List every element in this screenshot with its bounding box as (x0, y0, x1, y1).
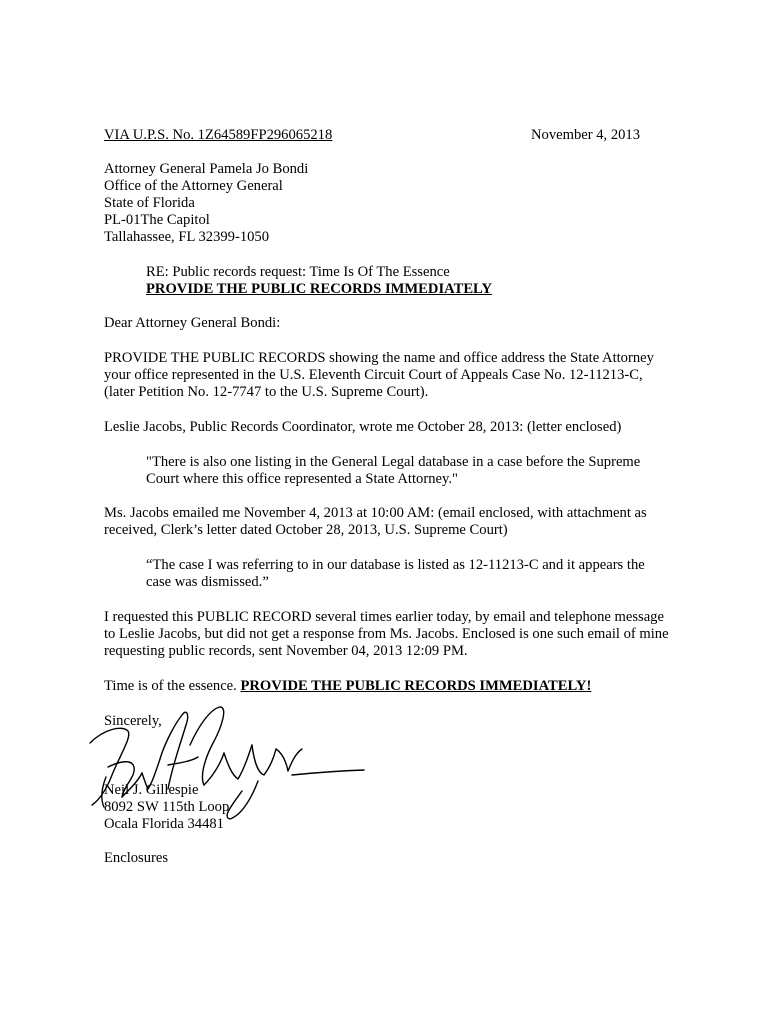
paragraph-line: requesting public records, sent November 04, 2013 12:09 PM. (104, 643, 468, 659)
re-line: RE: Public records request: Time Is Of The Essence (146, 264, 450, 280)
recipient-line: PL-01The Capitol (104, 212, 210, 228)
letter-date: November 4, 2013 (531, 127, 641, 143)
quote-line: “The case I was referring to in our database is listed as 12-11213-C and it appears the (146, 557, 645, 573)
paragraph-line: received, Clerk’s letter dated October 28, 2013, U.S. Supreme Court) (104, 522, 508, 538)
closing-line (104, 678, 591, 695)
sender-city: Ocala Florida 34481 (104, 816, 224, 832)
paragraph-line: I requested this PUBLIC RECORD several times earlier today, by email and telephone message (104, 609, 664, 625)
paragraph-line: Ms. Jacobs emailed me November 4, 2013 at 10:00 AM: (email enclosed, with attachment as (104, 505, 647, 521)
paragraph-line: to Leslie Jacobs, but did not get a response from Ms. Jacobs. Enclosed is one such email of mine (104, 626, 669, 642)
recipient-line: State of Florida (104, 195, 195, 211)
re-emphasis: PROVIDE THE PUBLIC RECORDS IMMEDIATELY (146, 281, 492, 297)
recipient-line: Tallahassee, FL 32399-1050 (104, 229, 270, 245)
quote-line: Court where this office represented a State Attorney." (146, 471, 458, 487)
quote-line: case was dismissed.” (146, 574, 269, 590)
via-ups-line: VIA U.P.S. No. 1Z64589FP296065218 (104, 127, 333, 143)
recipient-line: Office of the Attorney General (104, 178, 283, 194)
salutation: Dear Attorney General Bondi: (104, 315, 281, 331)
paragraph-line: (later Petition No. 12-7747 to the U.S. Supreme Court). (104, 384, 429, 400)
quote-line: "There is also one listing in the General Legal database in a case before the Supreme (146, 454, 641, 470)
sender-street: 8092 SW 115th Loop (104, 799, 230, 815)
paragraph-leslie-jacobs: Leslie Jacobs, Public Records Coordinator, wrote me October 28, 2013: (letter enclosed) (104, 419, 622, 435)
handwritten-signature (82, 705, 367, 825)
closing-emphasis: PROVIDE THE PUBLIC RECORDS IMMEDIATELY! (240, 678, 592, 694)
recipient-line: Attorney General Pamela Jo Bondi (104, 161, 309, 177)
paragraph-line: your office represented in the U.S. Eleventh Circuit Court of Appeals Case No. 12-11213-C, (104, 367, 643, 383)
valediction: Sincerely, (104, 713, 162, 729)
sender-name: Neil J. Gillespie (104, 782, 199, 798)
closing-text: Time is of the essence. (104, 678, 241, 694)
paragraph-line: PROVIDE THE PUBLIC RECORDS showing the name and office address the State Attorney (104, 350, 654, 366)
enclosures-label: Enclosures (104, 850, 169, 866)
